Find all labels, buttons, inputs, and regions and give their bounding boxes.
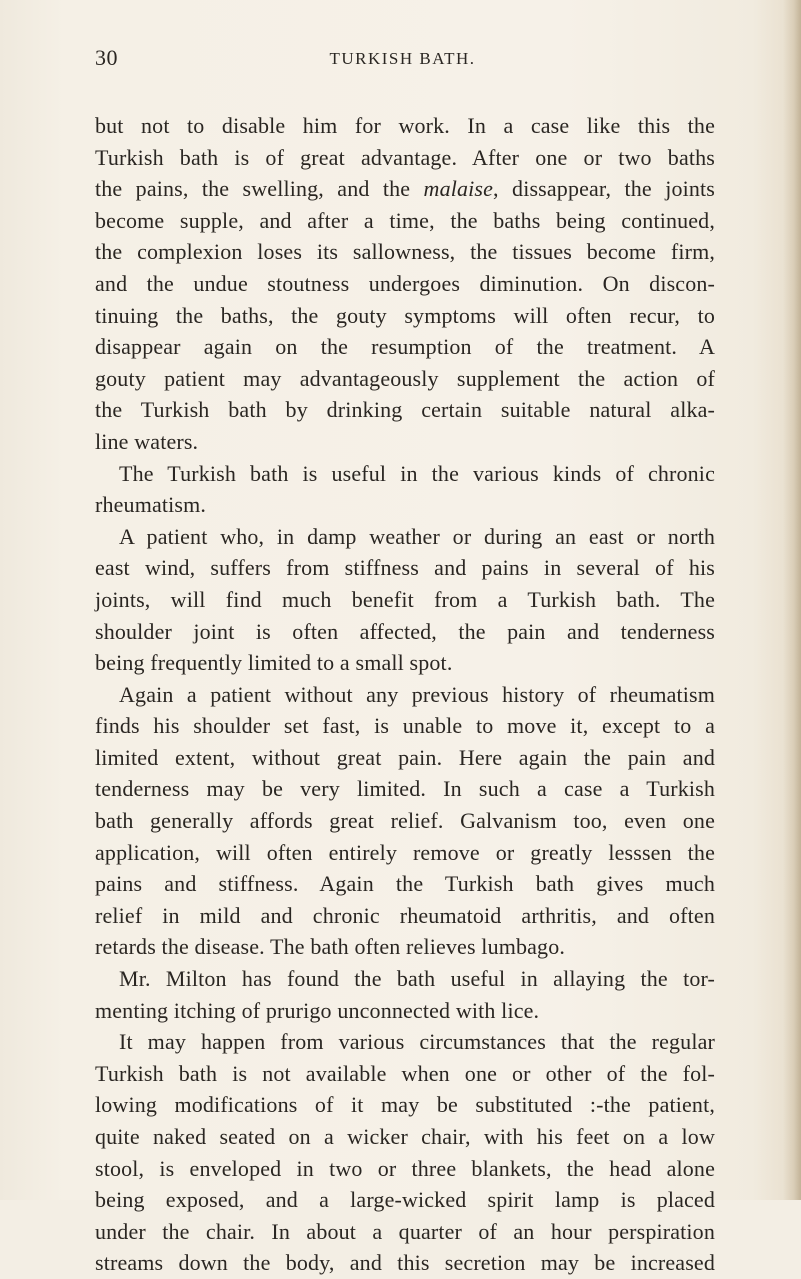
italic-word: malaise [423, 176, 494, 202]
running-head: TURKISH BATH. [329, 49, 476, 68]
text-line: retards the disease. The bath often relieves lumbago. [95, 934, 565, 960]
text-line: Again a patient without any previous history of rheumatism [119, 681, 715, 707]
text-line: lowing modifications of it may be substituted :-the patient, [95, 1092, 715, 1118]
text-line: bath generally affords great relief. Galvanism too, even one [95, 808, 715, 834]
text-line: and the undue stoutness undergoes diminution. On discon- [95, 270, 715, 296]
text-line: but not to disable him for work. In a case like this the [95, 113, 715, 138]
text-line: gouty patient may advantageously supplement the action of [95, 365, 715, 391]
text-line: pains and stiffness. Again the Turkish bath gives much [95, 871, 715, 897]
text-line: It may happen from various circumstances that the regular [119, 1029, 715, 1055]
text-line: Turkish bath is of great advantage. After one or two baths [95, 144, 715, 170]
text-line: the pains, the swelling, and the malaise, dissappear, the joints [95, 176, 715, 202]
text-line: quite naked seated on a wicker chair, with his feet on a low [95, 1124, 715, 1149]
text-line: menting itching of prurigo unconnected with lice. [95, 997, 540, 1023]
text-line: under the chair. In about a quarter of an hour perspiration [95, 1218, 715, 1244]
text-line: A patient who, in damp weather or during an east or north [119, 523, 715, 549]
text-line: the Turkish bath by drinking certain suitable natural alka- [95, 397, 715, 423]
text-line: application, will often entirely remove or greatly lesssen the [95, 839, 715, 865]
text-line: line waters. [95, 428, 199, 454]
text-line: finds his shoulder set fast, is unable to move it, except to a [95, 713, 715, 739]
text-line: Turkish bath is not available when one or other of the fol- [95, 1060, 715, 1086]
text-line: Mr. Milton has found the bath useful in allaying the tor- [119, 966, 715, 992]
text-line: The Turkish bath is useful in the various kinds of chronic [119, 460, 715, 486]
text-line: tinuing the baths, the gouty symptoms will often recur, to [95, 302, 715, 328]
text-line: relief in mild and chronic rheumatoid arthritis, and often [95, 902, 715, 928]
text-line: shoulder joint is often affected, the pain and tenderness [95, 618, 715, 644]
text-line: east wind, suffers from stiffness and pains in several of his [95, 555, 715, 581]
text-line: become supple, and after a time, the baths being continued, [95, 207, 715, 233]
text-line: the complexion loses its sallowness, the tissues become firm, [95, 239, 715, 265]
page-header [95, 45, 710, 75]
text-line: being exposed, and a large-wicked spirit lamp is placed [95, 1187, 715, 1213]
page-edge-shadow [783, 0, 801, 1200]
text-line: stool, is enveloped in two or three blankets, the head alone [95, 1155, 715, 1181]
text-line: joints, will find much benefit from a Turkish bath. The [95, 586, 715, 612]
page-number: 30 [95, 45, 118, 70]
text-line: tenderness may be very limited. In such a case a Turkish [95, 776, 715, 802]
text-line: rheumatism. [95, 492, 207, 518]
text-line: streams down the body, and this secretion may be increased [95, 1250, 715, 1276]
text-line: limited extent, without great pain. Here again the pain and [95, 744, 715, 770]
text-line: disappear again on the resumption of the treatment. A [95, 334, 715, 360]
body-text [95, 110, 715, 1279]
text-line: being frequently limited to a small spot. [95, 650, 453, 676]
